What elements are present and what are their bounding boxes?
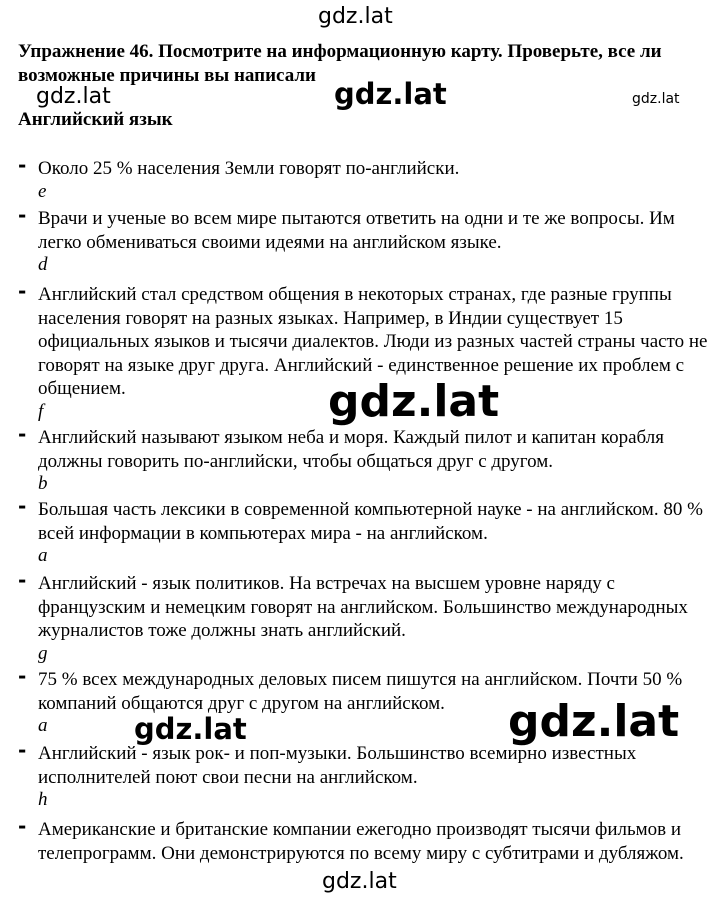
list-item — [18, 422, 714, 495]
watermark-top: gdz.lat — [318, 4, 393, 29]
answer-letter: d — [38, 254, 48, 275]
list-dash: - — [18, 738, 27, 762]
section-title: Английский язык — [18, 109, 173, 130]
answer-letter: e — [38, 180, 47, 202]
item-text: Американские и британские компании ежегодно производят тысячи фильмов и телепрограмм. Они демонстрируются по всему миру с субтитрами и дубляжом. — [38, 819, 684, 864]
watermark-lower-left: gdz.lat — [134, 712, 247, 746]
item-text: 75 % всех международных деловых писем пишутся на английском. Почти 50 % компаний общаются друг с другом на английском. — [38, 669, 683, 714]
list-dash: - — [18, 664, 27, 688]
item-text: Английский - язык рок- и поп-музыки. Большинство всемирно известных исполнителей поют свои песни на английском. — [38, 743, 637, 788]
list-dash: - — [18, 422, 27, 446]
answer-letter: g — [38, 642, 48, 664]
watermark-center-top: gdz.lat — [334, 77, 447, 111]
answer-letter: f — [38, 400, 44, 422]
item-text: Английский называют языком неба и моря. Каждый пилот и капитан корабля должны говорить по-английски, чтобы общаться друг с другом. — [38, 427, 664, 472]
list-item — [18, 738, 714, 811]
list-dash: - — [18, 568, 27, 592]
answer-letter: a — [38, 715, 48, 736]
list-dash: - — [18, 494, 27, 518]
watermark-lower-right: gdz.lat — [508, 696, 680, 747]
list-dash: - — [18, 203, 27, 227]
answer-letter: a — [38, 545, 48, 566]
item-text: Английский - язык политиков. На встречах на высшем уровне наряду с французским и немецким говорят на английском. Большинство международных журналистов тоже должны знать английский. — [38, 573, 688, 641]
list-item — [18, 568, 714, 665]
list-dash: - — [18, 279, 27, 303]
item-text: Английский стал средством общения в некоторых странах, где разные группы населения говорят на разных языках. Например, в Индии существует 15 официальных языков и тысячи диалектов. Люди из разных частей страны часто не говорят на языке друг друга. Английский - единственное решение их проблем с общением. — [38, 284, 708, 399]
watermark-bottom: gdz.lat — [322, 869, 397, 894]
list-item — [18, 494, 714, 567]
list-dash: - — [18, 153, 27, 177]
exercise-heading: Упражнение 46. Посмотрите на информационную карту. Проверьте, все ли возможные причины вы написали — [18, 41, 662, 86]
watermark-right: gdz.lat — [632, 91, 680, 107]
list-dash: - — [18, 814, 27, 838]
answer-letter: h — [38, 789, 48, 810]
list-item — [18, 203, 714, 276]
list-item — [18, 814, 714, 865]
answer-letter: b — [38, 473, 48, 494]
watermark-left: gdz.lat — [36, 84, 111, 109]
item-text: Около 25 % населения Земли говорят по-английски. — [38, 158, 460, 179]
item-text: Большая часть лексики в современной компьютерной науке - на английском. 80 % всей информации в компьютерах мира - на английском. — [38, 499, 703, 544]
watermark-center: gdz.lat — [328, 376, 500, 427]
item-text: Врачи и ученые во всем мире пытаются ответить на одни и те же вопросы. Им легко обмениваться своими идеями на английском языке. — [38, 208, 675, 253]
list-item — [18, 153, 714, 203]
